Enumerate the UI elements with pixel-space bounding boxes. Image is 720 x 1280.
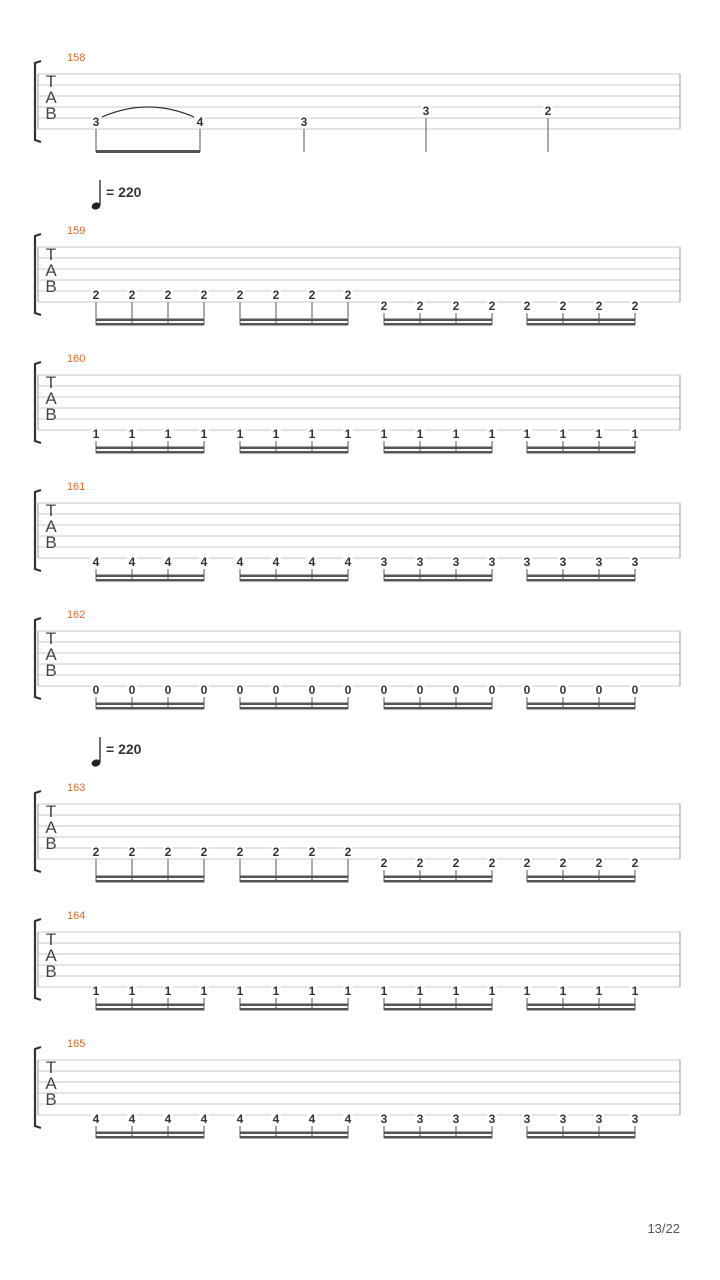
fret-number: 2 (200, 845, 208, 859)
fret-number: 1 (380, 427, 388, 441)
fret-number: 0 (559, 683, 567, 697)
fret-number: 2 (308, 288, 316, 302)
tab-clef-letter: T (45, 629, 57, 648)
fret-number: 1 (595, 984, 603, 998)
beam-primary (96, 323, 204, 326)
fret-number: 4 (200, 555, 208, 569)
fret-number: 4 (164, 1112, 172, 1126)
fret-number: 1 (236, 984, 244, 998)
fret-number: 2 (559, 299, 567, 313)
beam-primary (96, 880, 204, 883)
fret-number: 1 (452, 984, 460, 998)
tab-clef-letter: A (45, 88, 57, 107)
fret-number: 3 (422, 104, 430, 118)
fret-number: 3 (595, 1112, 603, 1126)
fret-number: 0 (488, 683, 496, 697)
fret-number: 3 (523, 1112, 531, 1126)
beam-secondary (96, 319, 204, 322)
fret-number: 2 (488, 299, 496, 313)
beam-secondary (527, 876, 635, 879)
fret-number: 0 (236, 683, 244, 697)
tab-clef-letter: A (45, 645, 57, 664)
fret-number: 1 (559, 427, 567, 441)
beam-secondary (384, 447, 492, 450)
tab-clef-letter: A (45, 946, 57, 965)
fret-number: 1 (380, 984, 388, 998)
fret-number: 1 (523, 427, 531, 441)
beam-secondary (527, 703, 635, 706)
fret-number: 1 (272, 427, 280, 441)
fret-number: 2 (523, 856, 531, 870)
tab-clef-letter: A (45, 1074, 57, 1093)
fret-number: 2 (164, 845, 172, 859)
beam-primary (527, 1136, 635, 1139)
fret-number: 1 (92, 427, 100, 441)
beam-primary (96, 707, 204, 710)
fret-number: 4 (308, 1112, 316, 1126)
beam-primary (384, 880, 492, 883)
tab-clef-letter: T (45, 72, 57, 91)
fret-number: 2 (308, 845, 316, 859)
beam-secondary (527, 447, 635, 450)
fret-number: 1 (488, 427, 496, 441)
beam-primary (527, 880, 635, 883)
fret-number: 2 (380, 856, 388, 870)
fret-number: 1 (164, 984, 172, 998)
fret-number: 1 (416, 427, 424, 441)
fret-number: 2 (92, 288, 100, 302)
tab-clef-letter: B (45, 405, 57, 424)
page-number: 13/22 (647, 1221, 680, 1236)
tab-clef-letter: A (45, 517, 57, 536)
beam-primary (527, 451, 635, 454)
fret-number: 1 (559, 984, 567, 998)
beam-secondary (384, 319, 492, 322)
fret-number: 2 (236, 845, 244, 859)
tempo-text: = 220 (106, 184, 142, 200)
fret-number: 1 (308, 984, 316, 998)
fret-number: 2 (92, 845, 100, 859)
fret-number: 4 (272, 1112, 280, 1126)
fret-number: 0 (595, 683, 603, 697)
beam-secondary (240, 703, 348, 706)
beam-primary (240, 579, 348, 582)
fret-number: 4 (308, 555, 316, 569)
fret-number: 0 (631, 683, 639, 697)
fret-number: 1 (200, 984, 208, 998)
measure-number: 161 (67, 481, 86, 493)
beam-primary (240, 707, 348, 710)
fret-number: 0 (272, 683, 280, 697)
measure-number: 165 (67, 1038, 86, 1050)
fret-number: 2 (128, 845, 136, 859)
beam-primary (527, 1008, 635, 1011)
fret-number: 2 (595, 299, 603, 313)
tab-clef-letter: B (45, 104, 57, 123)
beam-secondary (527, 1132, 635, 1135)
beam (96, 150, 200, 153)
fret-number: 4 (200, 1112, 208, 1126)
fret-number: 3 (595, 555, 603, 569)
fret-number: 4 (236, 555, 244, 569)
fret-number: 3 (380, 555, 388, 569)
fret-number: 4 (272, 555, 280, 569)
fret-number: 0 (200, 683, 208, 697)
beam-primary (384, 1136, 492, 1139)
beam-secondary (240, 876, 348, 879)
beam-secondary (384, 1132, 492, 1135)
tab-clef-letter: T (45, 373, 57, 392)
fret-number: 3 (488, 555, 496, 569)
fret-number: 2 (128, 288, 136, 302)
fret-number: 2 (523, 299, 531, 313)
measure-number: 164 (67, 910, 86, 922)
fret-number: 2 (200, 288, 208, 302)
beam-primary (240, 323, 348, 326)
fret-number: 0 (523, 683, 531, 697)
fret-number: 1 (272, 984, 280, 998)
fret-number: 3 (452, 555, 460, 569)
fret-number: 3 (416, 555, 424, 569)
beam-secondary (384, 1004, 492, 1007)
fret-number: 1 (488, 984, 496, 998)
beam-secondary (96, 447, 204, 450)
tab-clef-letter: A (45, 261, 57, 280)
beam-primary (527, 323, 635, 326)
fret-number: 2 (344, 845, 352, 859)
fret-number: 4 (92, 1112, 100, 1126)
measure-number: 158 (67, 52, 86, 64)
beam-primary (96, 1008, 204, 1011)
beam-secondary (384, 575, 492, 578)
beam-secondary (96, 575, 204, 578)
tab-clef-letter: B (45, 834, 57, 853)
measure-number: 159 (67, 225, 86, 237)
tab-clef-letter: B (45, 533, 57, 552)
measure-number: 160 (67, 353, 86, 365)
fret-number: 3 (523, 555, 531, 569)
tie-arc (102, 107, 194, 117)
fret-number: 4 (128, 555, 136, 569)
beam-primary (384, 1008, 492, 1011)
beam-primary (384, 323, 492, 326)
fret-number: 2 (344, 288, 352, 302)
fret-number: 4 (196, 115, 204, 129)
fret-number: 0 (308, 683, 316, 697)
beam-secondary (240, 1132, 348, 1135)
beam-primary (240, 451, 348, 454)
fret-number: 2 (631, 299, 639, 313)
fret-number: 2 (272, 845, 280, 859)
beam-secondary (240, 1004, 348, 1007)
fret-number: 1 (92, 984, 100, 998)
fret-number: 0 (380, 683, 388, 697)
fret-number: 1 (344, 984, 352, 998)
beam-secondary (96, 703, 204, 706)
beam-secondary (384, 703, 492, 706)
beam-secondary (240, 575, 348, 578)
fret-number: 3 (631, 1112, 639, 1126)
fret-number: 1 (164, 427, 172, 441)
beam-primary (240, 1008, 348, 1011)
beam-primary (384, 579, 492, 582)
fret-number: 1 (344, 427, 352, 441)
beam-primary (384, 451, 492, 454)
fret-number: 2 (236, 288, 244, 302)
fret-number: 3 (380, 1112, 388, 1126)
fret-number: 1 (595, 427, 603, 441)
beam-primary (240, 1136, 348, 1139)
tab-clef-letter: B (45, 1090, 57, 1109)
beam-secondary (96, 1004, 204, 1007)
fret-number: 3 (559, 1112, 567, 1126)
tab-clef-letter: B (45, 962, 57, 981)
beam-primary (527, 579, 635, 582)
fret-number: 2 (544, 104, 552, 118)
fret-number: 4 (344, 555, 352, 569)
fret-number: 1 (308, 427, 316, 441)
fret-number: 4 (164, 555, 172, 569)
fret-number: 0 (452, 683, 460, 697)
fret-number: 2 (631, 856, 639, 870)
beam-primary (240, 880, 348, 883)
fret-number: 1 (416, 984, 424, 998)
tab-clef-letter: T (45, 501, 57, 520)
tab-clef-letter: T (45, 1058, 57, 1077)
beam-secondary (96, 1132, 204, 1135)
tab-clef-letter: B (45, 277, 57, 296)
tab-clef-letter: A (45, 389, 57, 408)
fret-number: 3 (559, 555, 567, 569)
tab-clef-letter: T (45, 802, 57, 821)
fret-number: 2 (559, 856, 567, 870)
fret-number: 3 (416, 1112, 424, 1126)
fret-number: 1 (236, 427, 244, 441)
fret-number: 1 (128, 984, 136, 998)
beam-primary (527, 707, 635, 710)
fret-number: 0 (344, 683, 352, 697)
beam-secondary (527, 575, 635, 578)
fret-number: 1 (523, 984, 531, 998)
tab-clef-letter: T (45, 930, 57, 949)
fret-number: 2 (272, 288, 280, 302)
measure-number: 162 (67, 609, 86, 621)
fret-number: 1 (631, 427, 639, 441)
beam-secondary (96, 876, 204, 879)
fret-number: 0 (164, 683, 172, 697)
tab-clef-letter: T (45, 245, 57, 264)
tempo-text: = 220 (106, 741, 142, 757)
fret-number: 0 (416, 683, 424, 697)
beam-primary (96, 451, 204, 454)
fret-number: 4 (344, 1112, 352, 1126)
fret-number: 0 (92, 683, 100, 697)
fret-number: 1 (200, 427, 208, 441)
measure-number: 163 (67, 782, 86, 794)
fret-number: 3 (488, 1112, 496, 1126)
fret-number: 2 (452, 856, 460, 870)
fret-number: 3 (452, 1112, 460, 1126)
fret-number: 1 (128, 427, 136, 441)
beam-secondary (384, 876, 492, 879)
tab-clef-letter: B (45, 661, 57, 680)
fret-number: 2 (488, 856, 496, 870)
fret-number: 2 (452, 299, 460, 313)
fret-number: 3 (631, 555, 639, 569)
beam-secondary (527, 1004, 635, 1007)
fret-number: 2 (595, 856, 603, 870)
fret-number: 2 (164, 288, 172, 302)
fret-number: 1 (452, 427, 460, 441)
fret-number: 0 (128, 683, 136, 697)
fret-number: 2 (380, 299, 388, 313)
beam-secondary (527, 319, 635, 322)
fret-number: 1 (631, 984, 639, 998)
fret-number: 3 (300, 115, 308, 129)
fret-number: 2 (416, 856, 424, 870)
beam-primary (96, 579, 204, 582)
fret-number: 4 (236, 1112, 244, 1126)
tab-clef-letter: A (45, 818, 57, 837)
fret-number: 3 (92, 115, 100, 129)
fret-number: 4 (128, 1112, 136, 1126)
beam-primary (96, 1136, 204, 1139)
fret-number: 2 (416, 299, 424, 313)
fret-number: 4 (92, 555, 100, 569)
beam-primary (384, 707, 492, 710)
beam-secondary (240, 319, 348, 322)
beam-secondary (240, 447, 348, 450)
